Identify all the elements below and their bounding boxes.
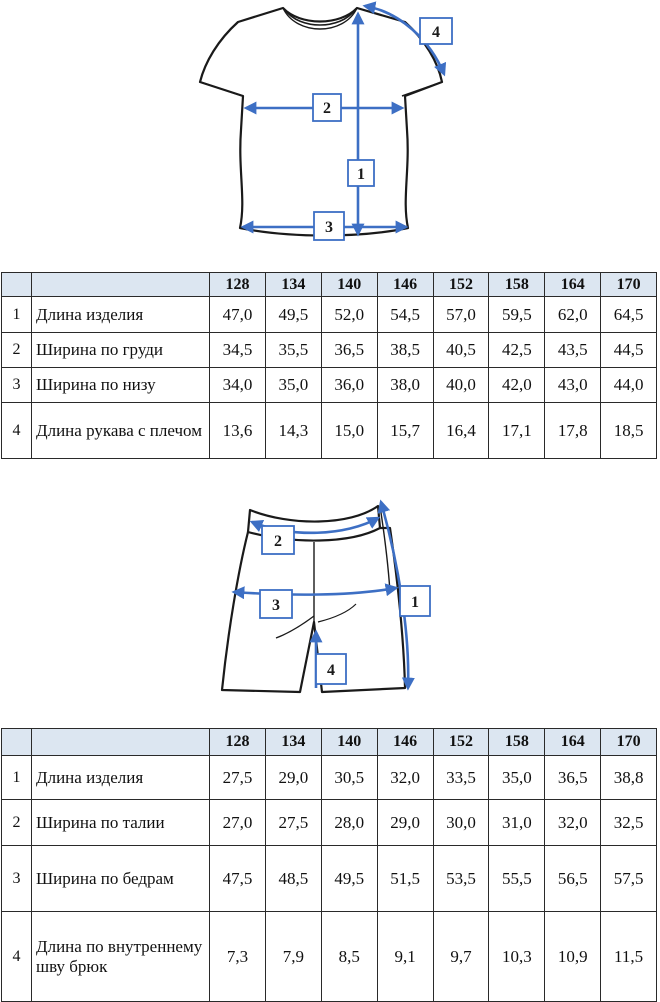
- tshirt-size-table: [1, 272, 657, 459]
- table-cell: 29,0: [265, 756, 321, 800]
- table-cell: 31,0: [489, 800, 545, 846]
- table-cell: 32,5: [601, 800, 657, 846]
- size-header: 158: [489, 729, 545, 756]
- svg-text:3: 3: [325, 219, 333, 236]
- table-cell: 9,1: [377, 912, 433, 1002]
- table-cell: 57,0: [433, 297, 489, 333]
- table-row: [2, 846, 657, 912]
- size-header: 128: [210, 729, 266, 756]
- table-row: [2, 756, 657, 800]
- table-cell: 9,7: [433, 912, 489, 1002]
- row-label: Ширина по низу: [32, 368, 210, 403]
- table-row: [2, 333, 657, 368]
- size-header: 146: [377, 729, 433, 756]
- table-cell: 36,0: [321, 368, 377, 403]
- shorts-diagram: [0, 492, 660, 704]
- table-cell: 42,0: [489, 368, 545, 403]
- table-cell: 53,5: [433, 846, 489, 912]
- table-cell: 17,8: [545, 403, 601, 459]
- table-cell: 14,3: [265, 403, 321, 459]
- table-cell: 33,5: [433, 756, 489, 800]
- table-cell: 35,0: [265, 368, 321, 403]
- size-header: 128: [210, 273, 266, 297]
- table-cell: 47,5: [210, 846, 266, 912]
- svg-text:4: 4: [432, 24, 440, 41]
- tshirt-diagram: [0, 0, 660, 250]
- table-cell: 48,5: [265, 846, 321, 912]
- row-label: Ширина по груди: [32, 333, 210, 368]
- table-row: [2, 912, 657, 1002]
- table-cell: 34,0: [210, 368, 266, 403]
- size-header: 170: [601, 729, 657, 756]
- table-cell: 56,5: [545, 846, 601, 912]
- table-cell: 40,0: [433, 368, 489, 403]
- table-cell: 7,9: [265, 912, 321, 1002]
- header-empty-cell: [32, 273, 210, 297]
- marker-2: [313, 94, 341, 121]
- table-cell: 35,0: [489, 756, 545, 800]
- svg-text:2: 2: [323, 100, 331, 117]
- row-index: 3: [2, 368, 32, 403]
- row-label: Ширина по бедрам: [32, 846, 210, 912]
- marker-1: [348, 160, 374, 186]
- header-empty-cell: [32, 729, 210, 756]
- table-cell: 36,5: [545, 756, 601, 800]
- svg-text:2: 2: [274, 533, 282, 550]
- table-row: [2, 297, 657, 333]
- header-empty-cell: [2, 729, 32, 756]
- table-cell: 18,5: [601, 403, 657, 459]
- table-cell: 13,6: [210, 403, 266, 459]
- table-cell: 42,5: [489, 333, 545, 368]
- table-cell: 34,5: [210, 333, 266, 368]
- row-index: 2: [2, 333, 32, 368]
- table-cell: 8,5: [321, 912, 377, 1002]
- table-cell: 15,7: [377, 403, 433, 459]
- table-cell: 30,5: [321, 756, 377, 800]
- row-index: 4: [2, 403, 32, 459]
- table-cell: 27,0: [210, 800, 266, 846]
- marker-2: [262, 526, 294, 554]
- shorts-size-table: [1, 728, 657, 1002]
- size-header: 146: [377, 273, 433, 297]
- table-row: [2, 800, 657, 846]
- table-header-row: [2, 273, 657, 297]
- table-cell: 10,3: [489, 912, 545, 1002]
- size-header: 152: [433, 729, 489, 756]
- table-cell: 44,5: [601, 333, 657, 368]
- table-cell: 7,3: [210, 912, 266, 1002]
- table-cell: 35,5: [265, 333, 321, 368]
- table-cell: 64,5: [601, 297, 657, 333]
- row-label: Длина изделия: [32, 297, 210, 333]
- table-cell: 11,5: [601, 912, 657, 1002]
- table-cell: 16,4: [433, 403, 489, 459]
- marker-4: [316, 654, 346, 684]
- size-header: 158: [489, 273, 545, 297]
- size-header: 134: [265, 273, 321, 297]
- row-label: Длина изделия: [32, 756, 210, 800]
- table-cell: 40,5: [433, 333, 489, 368]
- size-header: 170: [601, 273, 657, 297]
- table-cell: 32,0: [545, 800, 601, 846]
- svg-text:3: 3: [272, 597, 280, 614]
- row-label: Длина по внутреннему шву брюк: [32, 912, 210, 1002]
- size-header: 140: [321, 729, 377, 756]
- table-cell: 17,1: [489, 403, 545, 459]
- table-cell: 27,5: [210, 756, 266, 800]
- row-label: Длина рукава с плечом: [32, 403, 210, 459]
- table-row: [2, 403, 657, 459]
- table-cell: 59,5: [489, 297, 545, 333]
- table-cell: 28,0: [321, 800, 377, 846]
- table-cell: 43,5: [545, 333, 601, 368]
- table-cell: 27,5: [265, 800, 321, 846]
- table-cell: 49,5: [321, 846, 377, 912]
- size-header: 140: [321, 273, 377, 297]
- table-cell: 30,0: [433, 800, 489, 846]
- table-cell: 38,8: [601, 756, 657, 800]
- table-cell: 38,5: [377, 333, 433, 368]
- table-cell: 52,0: [321, 297, 377, 333]
- table-cell: 49,5: [265, 297, 321, 333]
- table-cell: 38,0: [377, 368, 433, 403]
- table-cell: 55,5: [489, 846, 545, 912]
- row-index: 3: [2, 846, 32, 912]
- table-cell: 32,0: [377, 756, 433, 800]
- svg-text:1: 1: [357, 166, 365, 183]
- table-cell: 10,9: [545, 912, 601, 1002]
- table-cell: 44,0: [601, 368, 657, 403]
- row-index: 4: [2, 912, 32, 1002]
- row-label: Ширина по талии: [32, 800, 210, 846]
- size-header: 134: [265, 729, 321, 756]
- measurement-arrows: [243, 6, 444, 234]
- svg-text:1: 1: [411, 594, 419, 611]
- table-cell: 43,0: [545, 368, 601, 403]
- table-cell: 29,0: [377, 800, 433, 846]
- table-cell: 62,0: [545, 297, 601, 333]
- marker-4: [420, 18, 452, 44]
- table-cell: 15,0: [321, 403, 377, 459]
- table-cell: 57,5: [601, 846, 657, 912]
- marker-3: [260, 590, 292, 618]
- table-row: [2, 368, 657, 403]
- size-header: 164: [545, 273, 601, 297]
- table-cell: 36,5: [321, 333, 377, 368]
- row-index: 2: [2, 800, 32, 846]
- table-cell: 54,5: [377, 297, 433, 333]
- table-cell: 51,5: [377, 846, 433, 912]
- marker-3: [314, 212, 344, 240]
- table-header-row: [2, 729, 657, 756]
- size-header: 164: [545, 729, 601, 756]
- marker-1: [400, 586, 430, 616]
- size-header: 152: [433, 273, 489, 297]
- row-index: 1: [2, 756, 32, 800]
- header-empty-cell: [2, 273, 32, 297]
- svg-text:4: 4: [327, 662, 335, 679]
- row-index: 1: [2, 297, 32, 333]
- table-cell: 47,0: [210, 297, 266, 333]
